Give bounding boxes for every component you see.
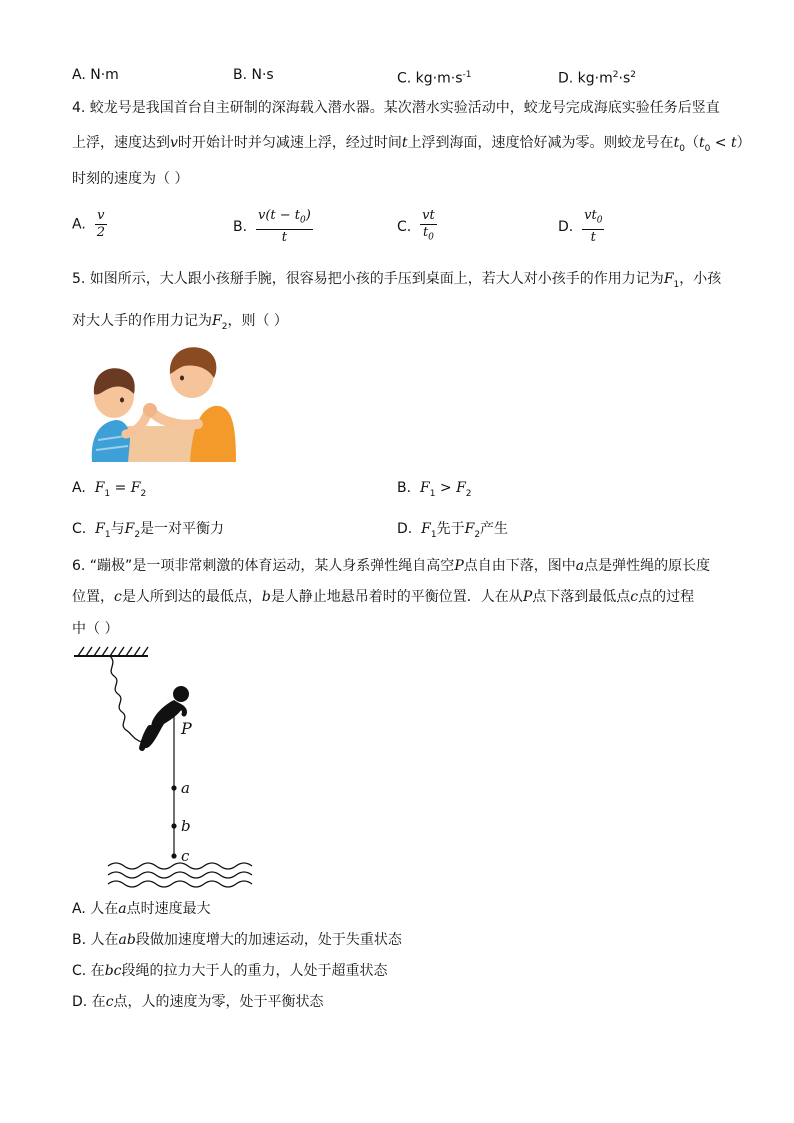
q5-line1: 5. 如图所示，大人跟小孩掰手腕，很容易把小孩的手压到桌面上，若大人对小孩手的作用力记为$F_1$，小孩 — [72, 271, 722, 290]
q3-option-b: B. N·s — [233, 67, 274, 83]
q3-option-d: D. $kg\cdot m^2\cdot s^2$ — [558, 70, 636, 87]
q6-line2: 位置，c是人所到达的最低点，b是人静止地悬吊着时的平衡位置．人在从P点下落到最低点c点的过程 — [72, 589, 695, 605]
label-c: c — [181, 847, 190, 865]
q5-line2: 对大人手的作用力记为$F_2$，则（ ） — [72, 313, 288, 332]
q4-option-c-fraction: $\frac{vt}{t_0}$ — [422, 208, 435, 243]
q5-option-d: D. $F_1$先于$F_2$产生 — [397, 521, 509, 540]
adult-arm — [154, 414, 198, 425]
q5-option-b: B. $F_1 > F_2$ — [397, 480, 472, 499]
q6-line1: 6. “蹦极”是一项非常刺激的体育运动，某人身系弹性绳自高空P点自由下落，图中a点是弹性绳的原长度 — [72, 558, 711, 574]
q5-option-a: A. $F_1 = F_2$ — [72, 480, 147, 499]
q4-option-d-fraction: $\frac{vt_0}{t}$ — [584, 208, 603, 245]
point-b-dot — [171, 823, 176, 828]
label-P: P — [181, 719, 192, 738]
point-c-dot — [171, 853, 176, 858]
q6-line3: 中（ ） — [72, 621, 119, 637]
bungee-diagram — [70, 644, 260, 890]
label-a: a — [181, 779, 190, 797]
label-b: b — [181, 817, 191, 835]
adult-shirt — [190, 406, 236, 462]
q5-option-c: C. $F_1$与$F_2$是一对平衡力 — [72, 521, 225, 540]
jumper-head — [173, 686, 189, 702]
point-a-dot — [171, 785, 176, 790]
water-waves — [108, 863, 252, 887]
q3-option-c: C. $kg\cdot m\cdot s^{-1}$ — [397, 70, 472, 87]
q6-option-c: C. 在bc段绳的拉力大于人的重力，人处于超重状态 — [72, 963, 388, 979]
q4-line2: 上浮，速度达到v时开始计时并匀减速上浮，经过时间t上浮到海面，速度恰好减为零。则蛟龙号在$t_0(t_0 < t)$ — [72, 135, 751, 154]
elastic-rope — [110, 656, 142, 742]
q6-option-a: A. 人在a点时速度最大 — [72, 901, 211, 917]
q4-option-d: D. $\frac{vt_0}{t}$ — [558, 208, 603, 245]
q4-line3: 时刻的速度为（ ） — [72, 171, 189, 187]
ceiling-hatch — [78, 647, 148, 656]
arm-wrestling-illustration — [86, 344, 238, 462]
q4-option-b: B. $\frac{v(t - t_0)}{t}$ — [233, 208, 311, 245]
q6-option-b: B. 人在ab段做加速度增大的加速运动，处于失重状态 — [72, 932, 402, 948]
q4-option-a: A. $\frac{v}{2}$ — [72, 208, 105, 240]
child-shirt — [92, 420, 130, 462]
clasped-hands — [143, 403, 157, 417]
q4-option-b-fraction: $\frac{v(t - t_0)}{t}$ — [257, 208, 311, 245]
q4-line1: 4. 蛟龙号是我国首台自主研制的深海载入潜水器。某次潜水实验活动中，蛟龙号完成海底实验任务后竖直 — [72, 100, 720, 116]
q6-option-d: D. 在c点，人的速度为零，处于平衡状态 — [72, 994, 324, 1010]
q4-option-c: C. $\frac{vt}{t_0}$ — [397, 208, 437, 246]
q3-option-a: A. N·m — [72, 67, 119, 83]
q4-option-a-fraction: $\frac{v}{2}$ — [96, 208, 105, 240]
